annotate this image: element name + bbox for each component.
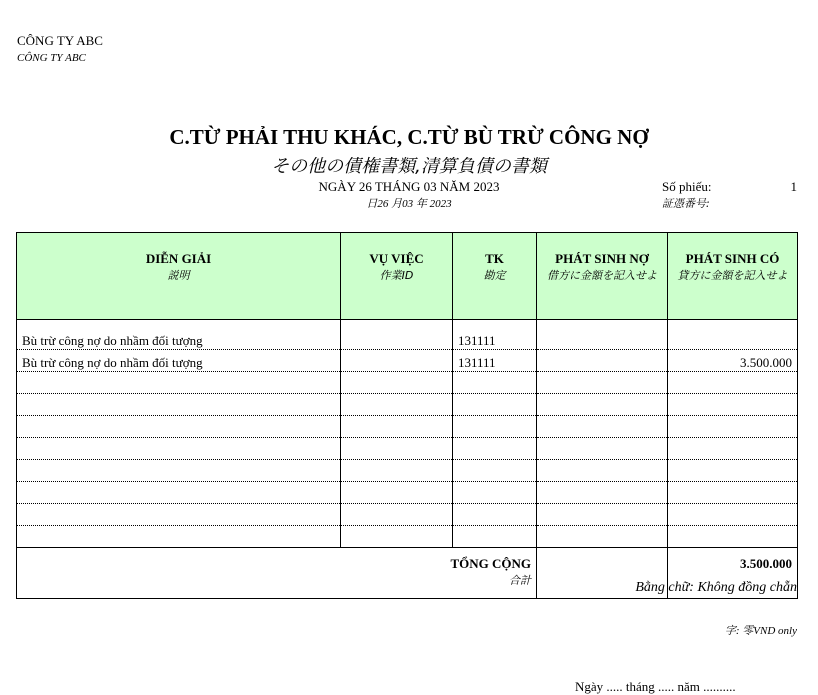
header-account: TK 勘定 (453, 233, 537, 320)
header-credit: PHÁT SINH CÓ 貸方に金額を記入せよ (668, 233, 798, 320)
document-date-jp: 日26 月03 年 2023 (366, 198, 452, 210)
total-credit: 3.500.000 (668, 548, 798, 599)
company-name-sub: CÔNG TY ABC (17, 52, 86, 64)
table-row-empty (17, 482, 798, 504)
table-spacer-row (17, 320, 798, 329)
signature-date: Ngày ..... tháng ..... năm .......... (575, 679, 736, 694)
total-label-jp: 合計 (509, 574, 531, 587)
document-title: C.TỪ PHẢI THU KHÁC, C.TỪ BÙ TRỪ CÔNG NỢ (169, 125, 649, 149)
company-name: CÔNG TY ABC (17, 33, 103, 48)
total-label: TỔNG CỘNG (450, 556, 531, 571)
row-task (341, 328, 453, 350)
row-account: 131111 (453, 328, 537, 350)
header-task: VỤ VIỆC 作業ID (341, 233, 453, 320)
row-credit (668, 328, 798, 350)
row-credit: 3.500.000 (668, 350, 798, 372)
table-row-empty (17, 416, 798, 438)
table-row-empty (17, 504, 798, 526)
row-debit (537, 350, 668, 372)
table-row (17, 350, 798, 372)
table-row (17, 328, 798, 350)
table-row-empty (17, 394, 798, 416)
table-row-empty (17, 438, 798, 460)
row-debit (537, 328, 668, 350)
table-row-empty (17, 460, 798, 482)
row-account: 131111 (453, 350, 537, 372)
amount-in-words: Bằng chữ: Không đồng chẵn (635, 580, 797, 595)
voucher-number-label: Số phiếu: (662, 179, 712, 194)
row-description: Bù trừ công nợ do nhầm đối tượng (17, 350, 341, 372)
table-row-empty (17, 372, 798, 394)
table-row-empty (17, 526, 798, 548)
row-task (341, 350, 453, 372)
voucher-number-value: 1 (790, 179, 797, 194)
document-title-jp: その他の債権書類,清算負債の書類 (271, 156, 547, 177)
header-description: DIỄN GIẢI 説明 (17, 233, 341, 320)
voucher-table (16, 232, 798, 599)
currency-note: 字: 零VND only (724, 625, 797, 637)
voucher-number-label-jp: 証憑番号: (662, 197, 710, 210)
table-header-row (17, 233, 798, 320)
document-date: NGÀY 26 THÁNG 03 NĂM 2023 (318, 179, 500, 194)
row-description: Bù trừ công nợ do nhầm đối tượng (17, 328, 341, 350)
header-debit: PHÁT SINH NỢ 借方に金額を記入せよ (537, 233, 668, 320)
